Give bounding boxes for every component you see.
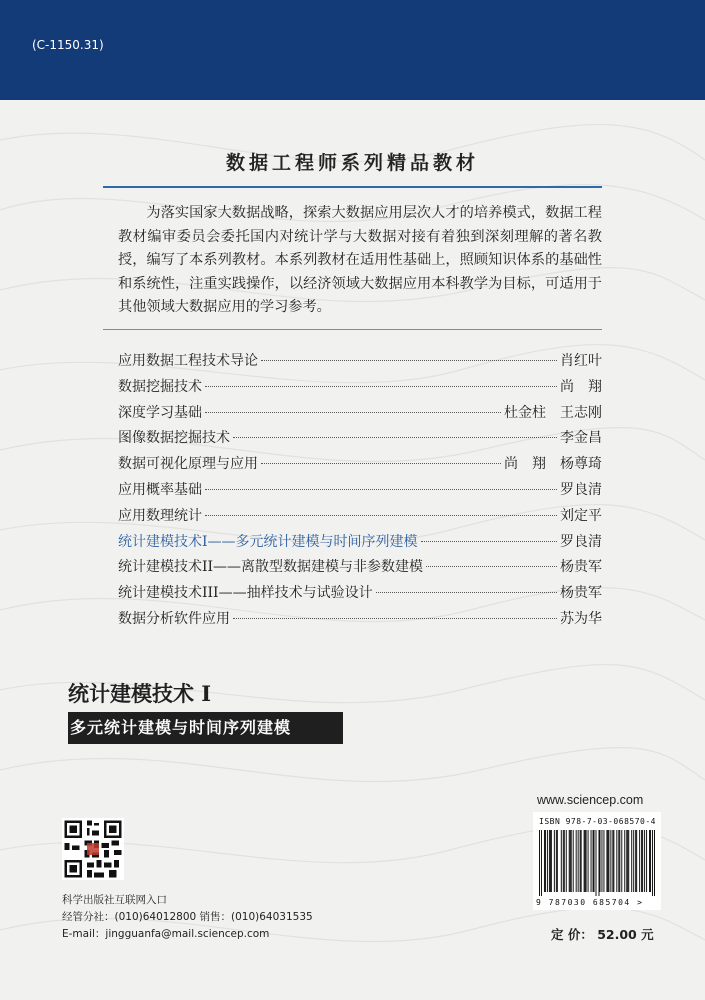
book-list-item: [118, 402, 602, 428]
leader-dots: [426, 566, 557, 567]
book-list-author: 杜金柱 王志刚: [504, 404, 602, 421]
book-list-title: 统计建模技术III——抽样技术与试验设计: [118, 585, 373, 602]
book-list-item: [118, 453, 602, 479]
leader-dots: [205, 386, 557, 387]
book-list-title: 图像数据挖掘技术: [118, 430, 230, 447]
leader-dots: [261, 360, 557, 361]
book-list-author: 杨贵军: [560, 585, 602, 602]
book-list-title: 统计建模技术I——多元统计建模与时间序列建模: [118, 533, 418, 550]
leader-dots: [421, 541, 557, 542]
isbn-text: ISBN 978-7-03-068570-4: [539, 817, 656, 826]
divider-middle: [103, 329, 602, 330]
book-list-item: [118, 427, 602, 453]
leader-dots: [376, 592, 557, 593]
book-list-item: [118, 376, 602, 402]
book-list-author: 罗良清: [560, 533, 602, 550]
leader-dots: [233, 437, 557, 438]
book-list-item: [118, 582, 602, 608]
book-list: [118, 350, 602, 634]
leader-dots: [261, 463, 501, 464]
book-list-item: [118, 608, 602, 634]
book-list-title: 应用数理统计: [118, 507, 202, 524]
divider-top: [103, 186, 602, 188]
publisher-phones: 经管分社：(010)64012800 销售：(010)64031535: [62, 911, 313, 923]
book-list-title: 应用数据工程技术导论: [118, 353, 258, 369]
qr-code-icon: [62, 818, 124, 880]
book-list-author: 李金昌: [560, 430, 602, 447]
isbn-barcode: [533, 812, 661, 910]
website-link: www.sciencep.com: [537, 793, 644, 807]
book-list-item: [118, 350, 602, 376]
book-list-title: 统计建模技术II——离散型数据建模与非参数建模: [118, 559, 424, 576]
leader-dots: [205, 515, 557, 516]
book-list-title: 数据挖掘技术: [118, 378, 202, 395]
book-list-item: [118, 531, 602, 557]
intro-paragraph: [118, 202, 602, 320]
book-list-author: 刘定平: [560, 507, 602, 524]
catalog-code: (C-1150.31): [32, 38, 104, 52]
book-list-title: 数据可视化原理与应用: [118, 456, 258, 473]
book-list-title: 数据分析软件应用: [118, 610, 230, 627]
intro-text: 为落实国家大数据战略，探索大数据应用层次人才的培养模式，数据工程教材编审委员会委托国内对统计学与大数据对接有着独到深刻理解的著名教授，编写了本系列教材。本系列教材在适用性基础上，照顾知识体系的基础性和系统性，注重实践操作，以经济领域大数据应用本科教学为目标，可适用于其他领域大数据应用的学习参考。: [118, 205, 602, 315]
publisher-portal: 科学出版社互联网入口: [62, 894, 167, 906]
book-list-author: 尚 翔: [560, 378, 602, 395]
barcode-number: 9 787030 685704 >: [536, 898, 644, 907]
book-list-author: 肖红叶: [560, 353, 602, 369]
book-subtitle: 多元统计建模与时间序列建模: [68, 712, 343, 744]
series-title: 数据工程师系列精品教材: [225, 152, 479, 174]
book-title: 统计建模技术 I: [68, 681, 212, 706]
book-list-item: [118, 479, 602, 505]
leader-dots: [205, 489, 557, 490]
top-color-bar: [0, 0, 705, 100]
barcode-icon: [539, 830, 655, 896]
leader-dots: [205, 412, 501, 413]
book-list-title: 应用概率基础: [118, 481, 202, 498]
book-list-author: 杨贵军: [560, 559, 602, 576]
book-list-item: [118, 556, 602, 582]
price-label: 定 价： 52.00 元: [551, 927, 654, 942]
book-list-item: [118, 505, 602, 531]
book-list-title: 深度学习基础: [118, 404, 202, 421]
leader-dots: [233, 618, 557, 619]
publisher-email: E-mail：jingguanfa@mail.sciencep.com: [62, 928, 270, 940]
publisher-info: [62, 892, 313, 943]
book-list-author: 罗良清: [560, 481, 602, 498]
book-list-author: 苏为华: [560, 610, 602, 627]
book-list-author: 尚 翔 杨尊琦: [504, 456, 602, 473]
